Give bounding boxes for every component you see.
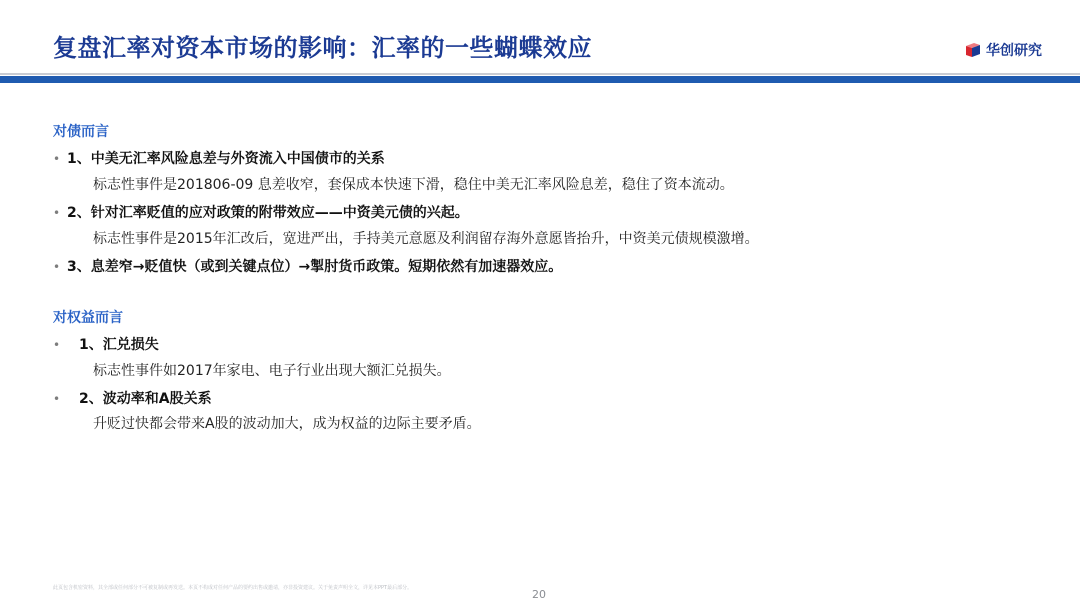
list-item — [53, 388, 212, 408]
brand-name: 华创研究 — [986, 43, 1042, 59]
bullet-title: 2、波动率和A股关系 — [79, 391, 212, 407]
bullet-title: 3、息差窄→贬值快（或到关键点位）→掣肘货币政策。短期依然有加速器效应。 — [67, 259, 563, 275]
disclaimer-text: 此页包含机密资料，其全部或任何部分不可被复制或再发送。本页不构成对任何产品的要约出售或邀请，亦非投资建议。关于免责声明全文，详见本PPT最后部分。 — [53, 585, 413, 591]
bullet-detail: 升贬过快都会带来A股的波动加大，成为权益的边际主要矛盾。 — [93, 416, 481, 432]
bullet-detail: 标志性事件是2015年汇改后，宽进严出，手持美元意愿及利润留存海外意愿皆抬升，中资美元债规模激增。 — [93, 231, 759, 247]
section-heading-debt: 对债而言 — [53, 124, 109, 140]
list-item — [53, 202, 469, 222]
bullet-dot: • — [53, 206, 61, 220]
bullet-detail: 标志性事件是201806-09 息差收窄，套保成本快速下滑，稳住中美无汇率风险息差，稳住了资本流动。 — [93, 177, 734, 193]
page-number: 20 — [532, 588, 546, 601]
list-item — [53, 148, 385, 168]
bullet-dot: • — [53, 260, 61, 274]
bullet-dot: • — [53, 338, 61, 352]
brand-logo — [964, 40, 1042, 60]
cube-logo-icon — [964, 41, 982, 59]
list-item — [53, 256, 562, 276]
header-accent-bar — [0, 76, 1080, 83]
bullet-detail: 标志性事件如2017年家电、电子行业出现大额汇兑损失。 — [93, 363, 451, 379]
bullet-title: 1、中美无汇率风险息差与外资流入中国债市的关系 — [67, 151, 385, 167]
header-divider — [0, 73, 1080, 75]
bullet-dot: • — [53, 392, 61, 406]
list-item — [53, 334, 159, 354]
bullet-title: 2、针对汇率贬值的应对政策的附带效应——中资美元债的兴起。 — [67, 205, 469, 221]
section-heading-equity: 对权益而言 — [53, 310, 123, 326]
bullet-dot: • — [53, 152, 61, 166]
bullet-title: 1、汇兑损失 — [79, 337, 159, 353]
page-title: 复盘汇率对资本市场的影响：汇率的一些蝴蝶效应 — [53, 34, 592, 62]
